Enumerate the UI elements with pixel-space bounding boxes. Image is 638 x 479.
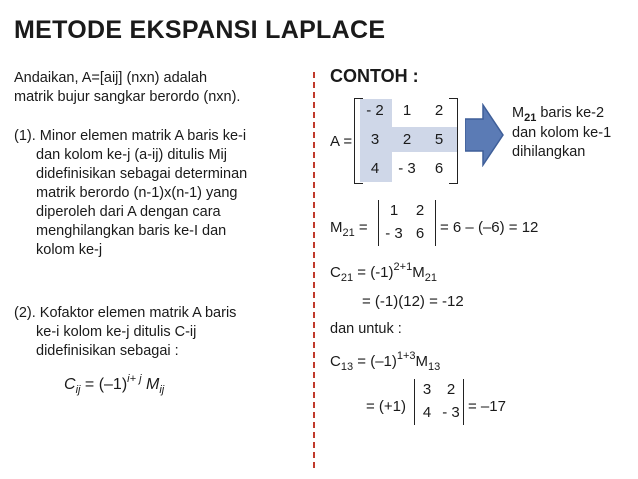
matrix-cell: 6 (434, 160, 444, 177)
c13-line1 (330, 350, 441, 373)
det-cell: - 3 (442, 404, 460, 421)
c13-m-sub: 13 (428, 361, 441, 373)
note-line2: dan kolom ke-1 (512, 125, 612, 141)
matrix-label: A = (330, 133, 353, 150)
kofaktor-line: ke-i kolom ke-j ditulis C-ij (36, 324, 197, 340)
m21-eq: = (358, 219, 368, 236)
minor-line: dan kolom ke-j (a-ij) ditulis Mij (36, 147, 227, 163)
cofactor-formula (64, 373, 165, 396)
kofaktor-line: (2). Kofaktor elemen matrik A baris (14, 305, 237, 321)
minor-line: (1). Minor elemen matrik A baris ke-i (14, 128, 247, 144)
det-cell: 1 (389, 202, 399, 219)
c13-result: = –17 (468, 398, 506, 415)
c13-c: C (330, 353, 341, 370)
minor-line: diperoleh dari A dengan cara (36, 204, 221, 220)
c13-m: M (415, 353, 429, 370)
matrix-cell: 5 (434, 131, 444, 148)
c21-m: M (412, 264, 425, 281)
c21-exp: 2+1 (393, 261, 413, 273)
c21-line1 (330, 261, 437, 284)
matrix-cell: 2 (402, 131, 412, 148)
intro-line: matrik bujur sangkar berordo (nxn). (14, 89, 241, 105)
c21-eq: = (-1) (357, 264, 394, 281)
matrix-cell: - 2 (366, 102, 384, 119)
kofaktor-definition (14, 304, 236, 361)
m21-m: M (330, 219, 343, 236)
c13-exp: 1+3 (396, 350, 416, 362)
note-m-sub: 21 (524, 112, 537, 124)
arrow-right-icon (465, 103, 505, 167)
c13-sub: 13 (340, 361, 354, 373)
c13-determinant (414, 379, 464, 425)
minor-line: matrik berordo (n-1)x(n-1) yang (36, 185, 238, 201)
c21-sub: 21 (340, 272, 354, 284)
contoh-heading: CONTOH : (330, 66, 419, 86)
det-cell: 6 (415, 225, 425, 242)
minor-definition (14, 127, 247, 260)
det-cell: 2 (415, 202, 425, 219)
intro-text (14, 69, 240, 107)
formula-eq: = (–1) (84, 376, 128, 393)
formula-m-sub: ij (159, 384, 165, 396)
c21-line2: = (-1)(12) = -12 (362, 293, 464, 310)
det-cell: - 3 (385, 225, 403, 242)
dan-untuk: dan untuk : (330, 321, 402, 337)
matrix-cell: 4 (370, 160, 380, 177)
c21-m-sub: 21 (424, 272, 437, 284)
minor-line: menghilangkan baris ke-I dan (36, 223, 227, 239)
minor-line: kolom ke-j (36, 242, 103, 258)
m21-determinant (378, 200, 436, 246)
formula-m: M (145, 376, 160, 393)
page-title: METODE EKSPANSI LAPLACE (14, 16, 386, 44)
kofaktor-line: didefinisikan sebagai : (36, 343, 179, 359)
minor-line: didefinisikan sebagai determinan (36, 166, 248, 182)
note-m: M (512, 105, 525, 121)
det-cell: 3 (422, 381, 432, 398)
det-cell: 4 (422, 404, 432, 421)
note-line3: dihilangkan (512, 144, 586, 160)
matrix-a (354, 98, 458, 184)
section-divider (313, 72, 315, 468)
c13-pre: = (+1) (366, 398, 407, 415)
matrix-cell: 1 (402, 102, 412, 119)
c21-c: C (330, 264, 341, 281)
matrix-cell: 3 (370, 131, 380, 148)
m21-sub: 21 (342, 227, 355, 239)
m21-lhs (330, 219, 368, 239)
removal-note (512, 104, 611, 162)
m21-result: = 6 – (–6) = 12 (440, 219, 539, 236)
formula-c-sub: ij (75, 384, 81, 396)
c13-eq: = (–1) (357, 353, 397, 370)
det-cell: 2 (446, 381, 456, 398)
matrix-cell: - 3 (398, 160, 416, 177)
note-line1: baris ke-2 (536, 105, 605, 121)
formula-exp: i+ j (127, 373, 142, 385)
intro-line: Andaikan, A=[aij] (nxn) adalah (14, 70, 208, 86)
matrix-cell: 2 (434, 102, 444, 119)
formula-c: C (64, 376, 76, 393)
